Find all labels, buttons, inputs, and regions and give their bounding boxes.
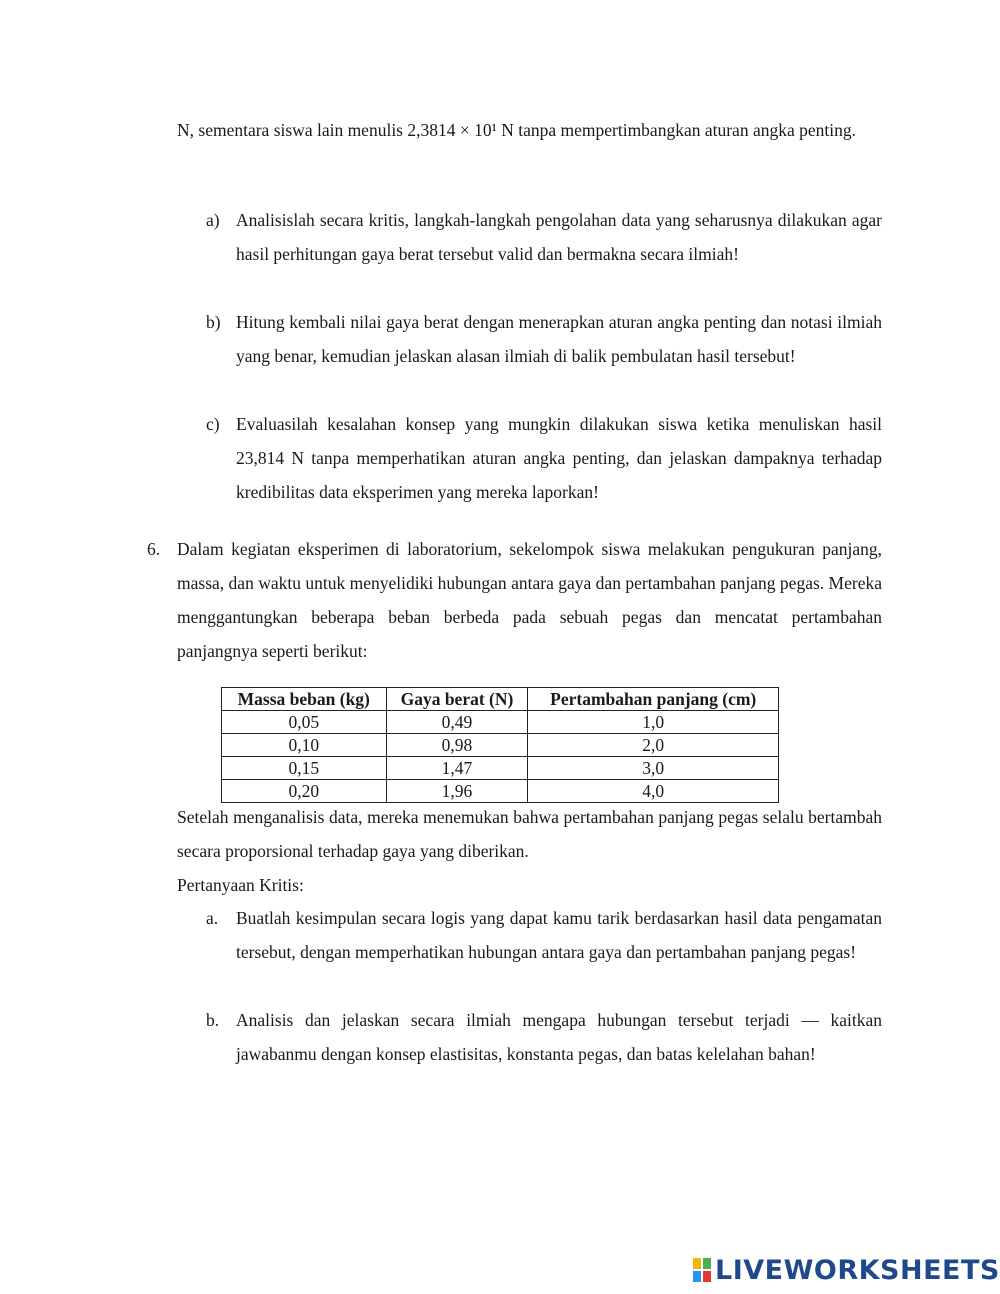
logo-text: LIVEWORKSHEETS [715, 1254, 1000, 1286]
critical-questions-label: Pertanyaan Kritis: [177, 875, 304, 895]
table-cell: 0,98 [386, 734, 528, 757]
table-row [222, 734, 779, 757]
table-header-row [222, 688, 779, 711]
logo-mark-block [693, 1271, 701, 1282]
q5-item-b-text: Hitung kembali nilai gaya berat dengan menerapkan aturan angka penting dan notasi ilmiah yang benar, kemudian jelaskan alasan ilmiah di balik pembulatan hasil tersebut! [236, 312, 882, 366]
question-6-text: Dalam kegiatan eksperimen di laboratorium, sekelompok siswa melakukan pengukuran panjang, massa, dan waktu untuk menyelidiki hubungan antara gaya dan pertambahan panjang pegas. Mereka menggantungkan beberapa beban berbeda pada sebuah pegas dan mencatat pertambahan panjangnya seperti berikut: [177, 539, 882, 661]
q6-item-b-label: b. [206, 1010, 220, 1030]
logo-mark-block [703, 1258, 711, 1269]
q6-item-b-text: Analisis dan jelaskan secara ilmiah mengapa hubungan tersebut terjadi — kaitkan jawabanmu dengan konsep elastisitas, konstanta pegas, dan batas kelelahan bahan! [236, 1010, 882, 1064]
table-cell: 4,0 [528, 780, 779, 803]
q6-item-b [177, 1003, 882, 1071]
q5-item-a [177, 203, 882, 271]
table-cell: 0,05 [222, 711, 387, 734]
table-cell: 1,96 [386, 780, 528, 803]
table-cell: 0,10 [222, 734, 387, 757]
q5-item-a-label: a) [206, 210, 220, 230]
table-cell: 2,0 [528, 734, 779, 757]
table-cell: 1,0 [528, 711, 779, 734]
intro-paragraph: N, sementara siswa lain menulis 2,3814 × 10¹ N tanpa mempertimbangkan aturan angka penting. [177, 120, 856, 140]
q5-item-c-label: c) [206, 414, 220, 434]
q5-item-c-text: Evaluasilah kesalahan konsep yang mungkin dilakukan siswa ketika menuliskan hasil 23,814 N tanpa memperhatikan aturan angka penting, dan jelaskan dampaknya terhadap kredibilitas data eksperimen yang mereka laporkan! [236, 414, 882, 502]
header-weight: Gaya berat (N) [386, 688, 528, 711]
q5-item-c [177, 407, 882, 509]
logo-mark-block [703, 1271, 711, 1282]
q6-item-a-text: Buatlah kesimpulan secara logis yang dapat kamu tarik berdasarkan hasil data pengamatan tersebut, dengan memperhatikan hubungan antara gaya dan pertambahan panjang pegas! [236, 908, 882, 962]
liveworksheets-logo[interactable] [693, 1255, 1000, 1285]
logo-mark-icon [693, 1258, 711, 1282]
q6-item-a-label: a. [206, 908, 219, 928]
q6-item-a [177, 901, 882, 969]
table-cell: 0,15 [222, 757, 387, 780]
q5-item-b [177, 305, 882, 373]
question-6-number: 6. [147, 539, 161, 559]
header-extension: Pertambahan panjang (cm) [528, 688, 779, 711]
table-row [222, 757, 779, 780]
after-table-paragraph: Setelah menganalisis data, mereka menemukan bahwa pertambahan panjang pegas selalu bertambah secara proporsional terhadap gaya yang diberikan. [177, 807, 882, 861]
header-mass: Massa beban (kg) [222, 688, 387, 711]
logo-mark-block [693, 1258, 701, 1269]
table-row [222, 711, 779, 734]
table-cell: 1,47 [386, 757, 528, 780]
table-cell: 3,0 [528, 757, 779, 780]
q5-item-b-label: b) [206, 312, 221, 332]
spring-data-table [221, 687, 779, 803]
table-cell: 0,49 [386, 711, 528, 734]
q5-item-a-text: Analisislah secara kritis, langkah-langkah pengolahan data yang seharusnya dilakukan agar hasil perhitungan gaya berat tersebut valid dan bermakna secara ilmiah! [236, 210, 882, 264]
table-cell: 0,20 [222, 780, 387, 803]
